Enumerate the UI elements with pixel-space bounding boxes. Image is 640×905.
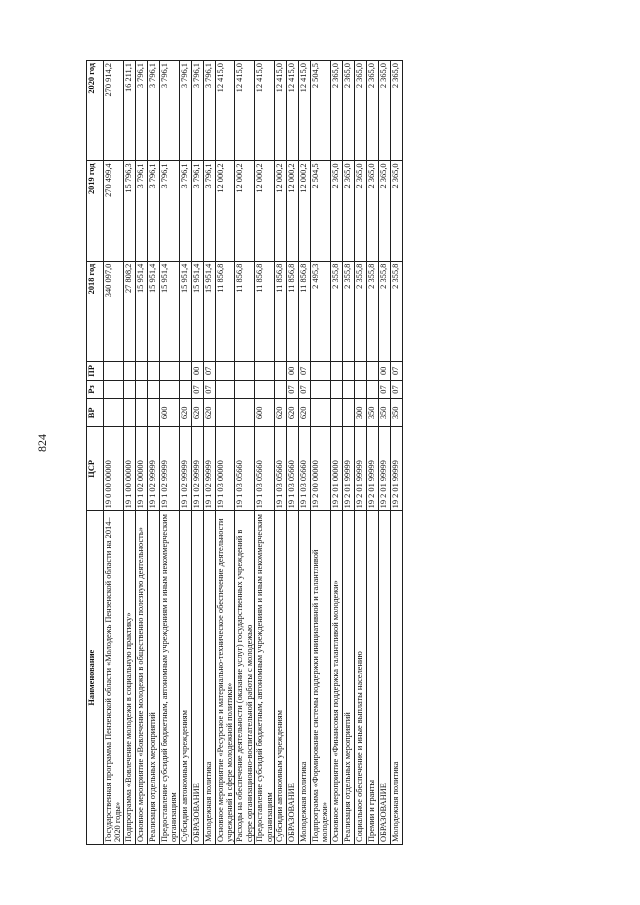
csr-cell: 19 1 03 05660 [255,427,275,511]
table-row [354,61,366,845]
table-row [366,61,378,845]
value-2019-cell: 3 796,1 [179,161,191,261]
header-pr: ПР [87,362,104,381]
name-cell: ОБРАЗОВАНИЕ [191,511,203,845]
vr-cell: 620 [179,399,191,427]
csr-cell: 19 0 00 00000 [104,427,124,511]
value-2018-cell: 11 856,8 [255,261,275,361]
vr-cell: 350 [378,399,390,427]
rz-cell: 07 [203,380,215,399]
value-2018-cell: 11 856,8 [299,261,311,361]
vr-cell [104,399,124,427]
value-2018-cell: 2 355,8 [354,261,366,361]
name-cell: Основное мероприятие «Вовлечение молодежи в общественно полезную деятельность» [135,511,147,845]
rz-cell: 07 [378,380,390,399]
csr-cell: 19 1 00 00000 [123,427,135,511]
value-2019-cell: 2 365,0 [390,161,402,261]
csr-cell: 19 1 03 05660 [299,427,311,511]
csr-cell: 19 2 01 99999 [366,427,378,511]
value-2019-cell: 3 796,1 [135,161,147,261]
pr-cell [366,362,378,381]
name-cell: Подпрограмма «Вовлечение молодежи в социальную практику» [123,511,135,845]
csr-cell: 19 1 02 99999 [147,427,159,511]
rz-cell [235,380,255,399]
rz-cell [354,380,366,399]
table-row [159,61,179,845]
value-2019-cell: 2 365,0 [366,161,378,261]
value-2018-cell: 11 856,8 [275,261,287,361]
name-cell: Реализация отдельных мероприятий [342,511,354,845]
csr-cell: 19 1 03 00000 [215,427,235,511]
value-2019-cell: 12 000,2 [287,161,299,261]
rz-cell [366,380,378,399]
value-2020-cell: 2 365,0 [378,61,390,161]
value-2018-cell: 2 495,3 [311,261,331,361]
rz-cell [123,380,135,399]
csr-cell: 19 1 03 05660 [235,427,255,511]
budget-table [86,60,403,845]
pr-cell [255,362,275,381]
name-cell: Предоставление субсидий бюджетным, автономным учреждениям и иным некоммерческим организациям [255,511,275,845]
value-2019-cell: 2 365,0 [378,161,390,261]
table-row [147,61,159,845]
name-cell: Молодежная политика [203,511,215,845]
value-2020-cell: 12 415,0 [235,61,255,161]
value-2020-cell: 3 796,1 [159,61,179,161]
page-number: 824 [35,434,49,452]
vr-cell: 600 [255,399,275,427]
table-row [179,61,191,845]
csr-cell: 19 1 02 99999 [191,427,203,511]
value-2019-cell: 270 499,4 [104,161,124,261]
header-2020: 2020 год [87,61,104,161]
value-2018-cell: 11 856,8 [235,261,255,361]
value-2019-cell: 2 504,5 [311,161,331,261]
vr-cell [123,399,135,427]
pr-cell: 07 [299,362,311,381]
rz-cell [275,380,287,399]
pr-cell [235,362,255,381]
value-2020-cell: 16 211,1 [123,61,135,161]
name-cell: Молодежная политика [390,511,402,845]
vr-cell: 600 [159,399,179,427]
pr-cell [275,362,287,381]
csr-cell: 19 2 01 99999 [378,427,390,511]
table-row [191,61,203,845]
vr-cell: 620 [203,399,215,427]
vr-cell [311,399,331,427]
table-row [275,61,287,845]
table-row [311,61,331,845]
value-2018-cell: 27 808,2 [123,261,135,361]
name-cell: Основное мероприятие «Финансовая поддержка талантливой молодежи» [330,511,342,845]
value-2018-cell: 11 856,8 [215,261,235,361]
csr-cell: 19 1 03 05660 [287,427,299,511]
value-2020-cell: 3 796,1 [135,61,147,161]
vr-cell: 620 [275,399,287,427]
value-2019-cell: 15 796,3 [123,161,135,261]
rz-cell: 07 [287,380,299,399]
name-cell: Реализация отдельных мероприятий [147,511,159,845]
name-cell: Молодежная политика [299,511,311,845]
header-vr: ВР [87,399,104,427]
csr-cell: 19 1 02 99999 [179,427,191,511]
value-2019-cell: 12 000,2 [299,161,311,261]
csr-cell: 19 1 02 00000 [135,427,147,511]
pr-cell [311,362,331,381]
value-2019-cell: 3 796,1 [159,161,179,261]
value-2020-cell: 3 796,1 [179,61,191,161]
budget-table-sheet [86,60,570,845]
pr-cell [135,362,147,381]
value-2019-cell: 12 000,2 [215,161,235,261]
table-row [299,61,311,845]
table-row [330,61,342,845]
value-2018-cell: 15 951,4 [135,261,147,361]
rz-cell [255,380,275,399]
value-2019-cell: 3 796,1 [203,161,215,261]
vr-cell [235,399,255,427]
value-2018-cell: 2 355,8 [390,261,402,361]
rz-cell [215,380,235,399]
table-row [342,61,354,845]
name-cell: Социальное обеспечение и иные выплаты населению [354,511,366,845]
name-cell: Предоставление субсидий бюджетным, автономным учреждениям и иным некоммерческим организациям [159,511,179,845]
pr-cell [354,362,366,381]
csr-cell: 19 1 03 05660 [275,427,287,511]
value-2019-cell: 3 796,1 [191,161,203,261]
value-2018-cell: 2 355,8 [330,261,342,361]
value-2020-cell: 12 415,0 [299,61,311,161]
value-2019-cell: 2 365,0 [342,161,354,261]
vr-cell [215,399,235,427]
header-name: Наименование [87,511,104,845]
pr-cell [215,362,235,381]
pr-cell [342,362,354,381]
value-2018-cell: 2 355,8 [378,261,390,361]
vr-cell: 300 [354,399,366,427]
csr-cell: 19 2 01 99999 [342,427,354,511]
name-cell: Субсидии автономным учреждениям [179,511,191,845]
value-2020-cell: 12 415,0 [287,61,299,161]
value-2020-cell: 2 365,0 [354,61,366,161]
name-cell: ОБРАЗОВАНИЕ [287,511,299,845]
csr-cell: 19 2 01 00000 [330,427,342,511]
rz-cell: 07 [299,380,311,399]
csr-cell: 19 1 02 99999 [203,427,215,511]
pr-cell [330,362,342,381]
table-row [235,61,255,845]
value-2020-cell: 12 415,0 [215,61,235,161]
table-row [104,61,124,845]
value-2019-cell: 12 000,2 [275,161,287,261]
name-cell: ОБРАЗОВАНИЕ [378,511,390,845]
vr-cell [342,399,354,427]
vr-cell [135,399,147,427]
rz-cell [330,380,342,399]
csr-cell: 19 2 01 99999 [354,427,366,511]
rz-cell [104,380,124,399]
name-cell: Премии и гранты [366,511,378,845]
pr-cell [147,362,159,381]
vr-cell: 620 [191,399,203,427]
name-cell: Государственная программа Пензенской области «Молодежь Пензенской области на 2014–2020 годы» [104,511,124,845]
rz-cell: 07 [390,380,402,399]
vr-cell: 350 [390,399,402,427]
table-row [287,61,299,845]
table-body [104,61,403,845]
value-2020-cell: 2 504,5 [311,61,331,161]
csr-cell: 19 1 02 99999 [159,427,179,511]
value-2020-cell: 3 796,1 [147,61,159,161]
value-2018-cell: 15 951,4 [203,261,215,361]
rz-cell [135,380,147,399]
pr-cell [159,362,179,381]
value-2019-cell: 12 000,2 [235,161,255,261]
header-2019: 2019 год [87,161,104,261]
csr-cell: 19 2 00 00000 [311,427,331,511]
rz-cell [159,380,179,399]
value-2018-cell: 15 951,4 [191,261,203,361]
value-2020-cell: 12 415,0 [275,61,287,161]
pr-cell [179,362,191,381]
vr-cell: 620 [287,399,299,427]
pr-cell [104,362,124,381]
vr-cell [147,399,159,427]
value-2018-cell: 15 951,4 [159,261,179,361]
pr-cell [123,362,135,381]
value-2018-cell: 11 856,8 [287,261,299,361]
value-2020-cell: 2 365,0 [366,61,378,161]
pr-cell: 00 [191,362,203,381]
rz-cell [147,380,159,399]
name-cell: Расходы на обеспечение деятельности (оказание услуг) государственных учреждений в сфере организационно-воспитательной работы с молодежью [235,511,255,845]
table-row [390,61,402,845]
table-header-row [87,61,104,845]
header-csr: ЦСР [87,427,104,511]
value-2018-cell: 15 951,4 [179,261,191,361]
rz-cell [311,380,331,399]
rz-cell [179,380,191,399]
table-row [135,61,147,845]
pr-cell: 07 [390,362,402,381]
pr-cell: 00 [287,362,299,381]
value-2019-cell: 2 365,0 [330,161,342,261]
value-2020-cell: 3 796,1 [191,61,203,161]
table-row [255,61,275,845]
value-2018-cell: 2 355,8 [366,261,378,361]
rz-cell [342,380,354,399]
name-cell: Субсидии автономным учреждениям [275,511,287,845]
vr-cell: 350 [366,399,378,427]
value-2020-cell: 3 796,1 [203,61,215,161]
vr-cell [330,399,342,427]
header-2018: 2018 год [87,261,104,361]
value-2020-cell: 270 914,2 [104,61,124,161]
table-row [215,61,235,845]
rz-cell: 07 [191,380,203,399]
value-2020-cell: 2 365,0 [342,61,354,161]
header-rz: Рз [87,380,104,399]
value-2019-cell: 2 365,0 [354,161,366,261]
value-2020-cell: 2 365,0 [330,61,342,161]
value-2020-cell: 12 415,0 [255,61,275,161]
value-2018-cell: 2 355,8 [342,261,354,361]
vr-cell: 620 [299,399,311,427]
value-2018-cell: 15 951,4 [147,261,159,361]
pr-cell: 00 [378,362,390,381]
value-2018-cell: 340 097,0 [104,261,124,361]
csr-cell: 19 2 01 99999 [390,427,402,511]
name-cell: Подпрограмма «Формирование системы поддержки инициативной и талантливой молодежи» [311,511,331,845]
table-row [123,61,135,845]
table-row [203,61,215,845]
name-cell: Основное мероприятие «Ресурсное и материально-техническое обеспечение деятельности учреждений в сфере молодежной политики» [215,511,235,845]
table-row [378,61,390,845]
value-2019-cell: 12 000,2 [255,161,275,261]
pr-cell: 07 [203,362,215,381]
value-2019-cell: 3 796,1 [147,161,159,261]
value-2020-cell: 2 365,0 [390,61,402,161]
